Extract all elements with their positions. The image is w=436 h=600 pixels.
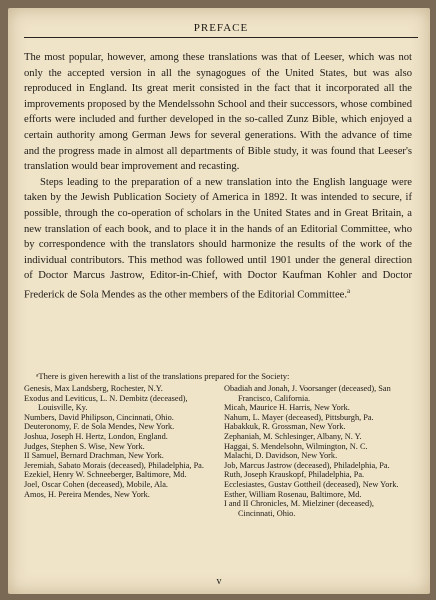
footnote-item: Nahum, L. Mayer (deceased), Pittsburgh, Pa. <box>224 412 374 422</box>
footnote-columns <box>24 384 412 518</box>
footnote-item: Joel, Oscar Cohen (deceased), Mobile, Ala. <box>24 479 168 489</box>
footnote-item: Obadiah and Jonah, J. Voorsanger (deceased), San Francisco, California. <box>224 384 391 403</box>
book-page <box>8 8 430 594</box>
footnote-item: Malachi, D. Davidson, New York. <box>224 451 338 461</box>
footnote-marker: a <box>347 286 351 295</box>
body-text <box>24 50 412 303</box>
footnote-item: Habakkuk, R. Grossman, New York. <box>224 422 346 432</box>
paragraph-1: The most popular, however, among these translations was that of Leeser, which was not only the accepted version in all the synagogues of the United States, but was also reproduced in England. Its great merit consisted in the fact that it incorporated all the improvements proposed by the Mendelssohn School and their successors, whose combined efforts were included and further developed in the so-called Zunz Bible, which enjoyed a certain authority among German Jews for several generations. With the advance of time and the progress made in almost all departments of Bible study, it was found that Leeser's translation would bear improvement and recasting. <box>24 52 412 173</box>
running-head: PREFACE <box>24 22 418 38</box>
footnote-item: I and II Chronicles, M. Mielziner (deceased), Cincinnati, Ohio. <box>224 499 374 518</box>
paragraph-2-text: Steps leading to the preparation of a new translation into the English language were taken by the Jewish Publication Society of America in 1892. It was intended to secure, if possible, through the co-operation of scholars in the United States and in Great Britain, a new translation of each book, and to place it in the hands of an Editorial Committee, who by correspondence with the translators should harmonize the results of the work of the individual contributors. This method was followed until 1901 under the general direction of Doctor Marcus Jastrow, Editor-in-Chief, with Doctor Kaufman Kohler and Doctor Frederick de Sola Mendes as the other members of the Editorial Committee. <box>24 176 412 301</box>
footnote-item: Judges, Stephen S. Wise, New York. <box>24 441 145 451</box>
footnote-left-column <box>24 384 212 518</box>
footnote-item: Numbers, David Philipson, Cincinnati, Ohio. <box>24 412 174 422</box>
footnote-item: Exodus and Leviticus, L. N. Dembitz (deceased), Louisville, Ky. <box>24 393 188 413</box>
footnote-item: Ruth, Joseph Krauskopf, Philadelphia, Pa. <box>224 470 365 480</box>
footnote-item: Jeremiah, Sabato Morais (deceased), Philadelphia, Pa. <box>24 460 204 470</box>
footnote-item: Joshua, Joseph H. Hertz, London, England. <box>24 431 168 441</box>
footnote-item: Zephaniah, M. Schlesinger, Albany, N. Y. <box>224 431 362 441</box>
footnote-intro: ᵃThere is given herewith a list of the translations prepared for the Society: <box>36 371 290 381</box>
footnote-item: Job, Marcus Jastrow (deceased), Philadelphia, Pa. <box>224 460 390 470</box>
footnote-item: Deuteronomy, F. de Sola Mendes, New York. <box>24 422 175 432</box>
footnote-item: Ezekiel, Henry W. Schneeberger, Baltimore, Md. <box>24 470 187 480</box>
footnote-item: Haggai, S. Mendelsohn, Wilmington, N. C. <box>224 441 368 451</box>
footnote-item: Ecclesiastes, Gustav Gottheil (deceased), New York. <box>224 479 399 489</box>
page-number: v <box>216 576 222 587</box>
footnote-item: Esther, William Rosenau, Baltimore, Md. <box>224 489 362 499</box>
footnote-item: Amos, H. Pereira Mendes, New York. <box>24 489 150 499</box>
footnote-right-column <box>224 384 412 518</box>
footnote-item: II Samuel, Bernard Drachman, New York. <box>24 451 164 461</box>
footnote-item: Micah, Maurice H. Harris, New York. <box>224 403 350 413</box>
paragraph-2 <box>24 175 412 303</box>
footnote-item: Genesis, Max Landsberg, Rochester, N.Y. <box>24 384 163 393</box>
